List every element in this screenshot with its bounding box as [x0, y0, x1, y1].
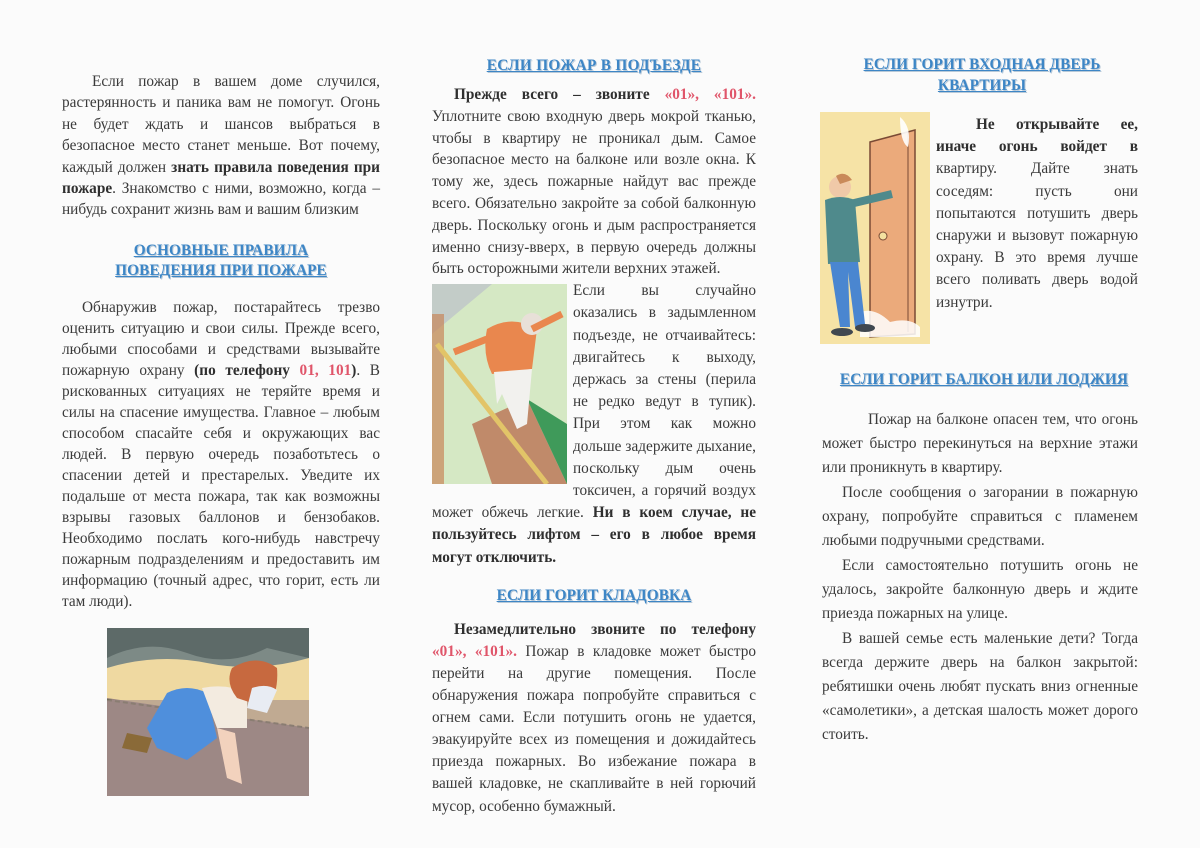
door-image: [820, 112, 930, 344]
no-elevator-warning: Ни в коем случае, не пользуйтесь лифтом – его в любое время могут отключить.: [432, 504, 756, 566]
balcony-paragraph: После сообщения о загорании в пожарную охрану, попробуйте справиться с пламенем любыми подручными средствами.: [822, 484, 1138, 549]
intro-text: Если пожар в вашем доме случился, растерянность и паника вам не помогут. Огонь не будет ждать и шансов выбраться в безопасное место станет меньше. Вот почему, каждый должен: [62, 73, 380, 176]
woman-crawling-image: [107, 628, 309, 796]
heading-line: ЕСЛИ ГОРИТ ВХОДНАЯ ДВЕРЬ: [863, 56, 1101, 73]
heading-line: ОСНОВНЫЕ ПРАВИЛА: [133, 241, 309, 259]
balcony-paragraph: Если самостоятельно потушить огонь не удалось, закройте балконную дверь и ждите приезда пожарных на улице.: [822, 557, 1138, 622]
heading-storeroom-fire: ЕСЛИ ГОРИТ КЛАДОВКА: [496, 586, 692, 604]
do-not-open-bold: Не открывайте ее, иначе огонь войдет: [936, 116, 1138, 156]
staircase-image: [432, 284, 567, 484]
smoky-entrance-text: Если вы случайно оказались в задымленном подъезде, не отчаивайтесь: двигайтесь к выходу, держась за стены (перила не редко ведут в тупик). При этом как можно дольше задержите дыхание, поскольку дым очень токсичен, а горячий воздух может обжечь легкие.: [432, 282, 756, 522]
heading-basic-rules: [62, 241, 380, 281]
intro-emphasis: знать правила поведения при пожаре: [62, 158, 380, 198]
heading-line: ПОВЕДЕНИЯ ПРИ ПОЖАРЕ: [115, 261, 327, 279]
door-text: квартиру. Дайте знать соседям: пусть они попытаются потушить дверь снаружи и вызовут пожарную охрану. В это время лучше всего поливать дверь водой изнутри.: [936, 160, 1138, 311]
balcony-section: [822, 408, 1138, 747]
call-first-bold: Прежде всего – звоните: [454, 86, 665, 103]
phone-numbers: «01», «101».: [664, 86, 756, 103]
heading-door-fire: [826, 54, 1138, 96]
balcony-paragraph: Пожар на балконе опасен тем, что огонь может быстро перекинуться на верхние этажи или проникнуть в квартиру.: [822, 411, 1138, 476]
rules-text-rest: . В рискованных ситуациях не теряйте время и силы на спасение имущества. Главное – любым способом спасайте себя и окружающих вас людей. В первую очередь позаботьтесь о спасении детей и престарелых. Уведите их подальше от места пожара, так как возможны взрывы газовых баллонов и бензобаков. Необходимо послать кого-нибудь навстречу пожарным подразделениям и предоставить им информацию (точный адрес, что горит, есть ли там люди).: [62, 361, 381, 610]
heading-balcony-fire: ЕСЛИ ГОРИТ БАЛКОН ИЛИ ЛОДЖИЯ: [839, 371, 1129, 388]
balcony-paragraph: В вашей семье есть маленькие дети? Тогда всегда держите дверь на балкон закрытой: ребятишки очень любят пускать вниз огненные «самолетики», а детская шалость может дорого стоить.: [822, 630, 1138, 743]
rules-paragraph: [62, 297, 380, 612]
storeroom-paragraph: [432, 619, 756, 818]
column-middle: [432, 0, 756, 818]
phone-label: (по телефону: [194, 361, 300, 379]
entrance-text: Уплотните свою входную дверь мокрой тканью, чтобы в квартиру не проникал дым. Самое безопасное место на балконе или возле окна. К тому же, здесь пожарные найдут вас прежде всего. Обязательно закройте за собой балконную дверь. Поскольку огонь и дым распространяется именно снизу-вверх, в первую очередь должны быть осторожными жители верхних этажей.: [432, 107, 756, 278]
intro-text-end: . Знакомство с ними, возможно, когда – нибудь сохранит жизнь вам и вашим близким: [62, 180, 380, 219]
column-left: [62, 0, 380, 796]
call-immediately-bold: Незамедлительно звоните по телефону: [454, 620, 756, 638]
heading-entrance-fire: ЕСЛИ ПОЖАР В ПОДЪЕЗДЕ: [486, 57, 702, 74]
storeroom-text: Пожар в кладовке может быстро перейти на другие помещения. После обнаружения пожара попробуйте справиться с огнем сами. Если потушить огонь не удается, эвакуируйте всех из помещения и дожидайтесь приезда пожарных. Во избежание пожара в вашей кладовке, не скапливайте в ней горючий мусор, особенно бумажный.: [432, 642, 756, 815]
entrance-paragraph: [432, 84, 756, 280]
do-not-open-bold-tail: в: [1107, 138, 1139, 156]
intro-paragraph: [62, 71, 380, 221]
column-right: [822, 0, 1139, 747]
heading-line: КВАРТИРЫ: [937, 77, 1027, 94]
phone-close: ): [351, 361, 357, 379]
phone-numbers: 01, 101: [299, 361, 352, 379]
phone-numbers: «01», «101».: [432, 642, 517, 660]
rules-text: Обнаружив пожар, постарайтесь трезво оценить ситуацию и свои силы. Прежде всего, любыми способами и средствами вызывайте пожарную охрану: [62, 298, 380, 379]
